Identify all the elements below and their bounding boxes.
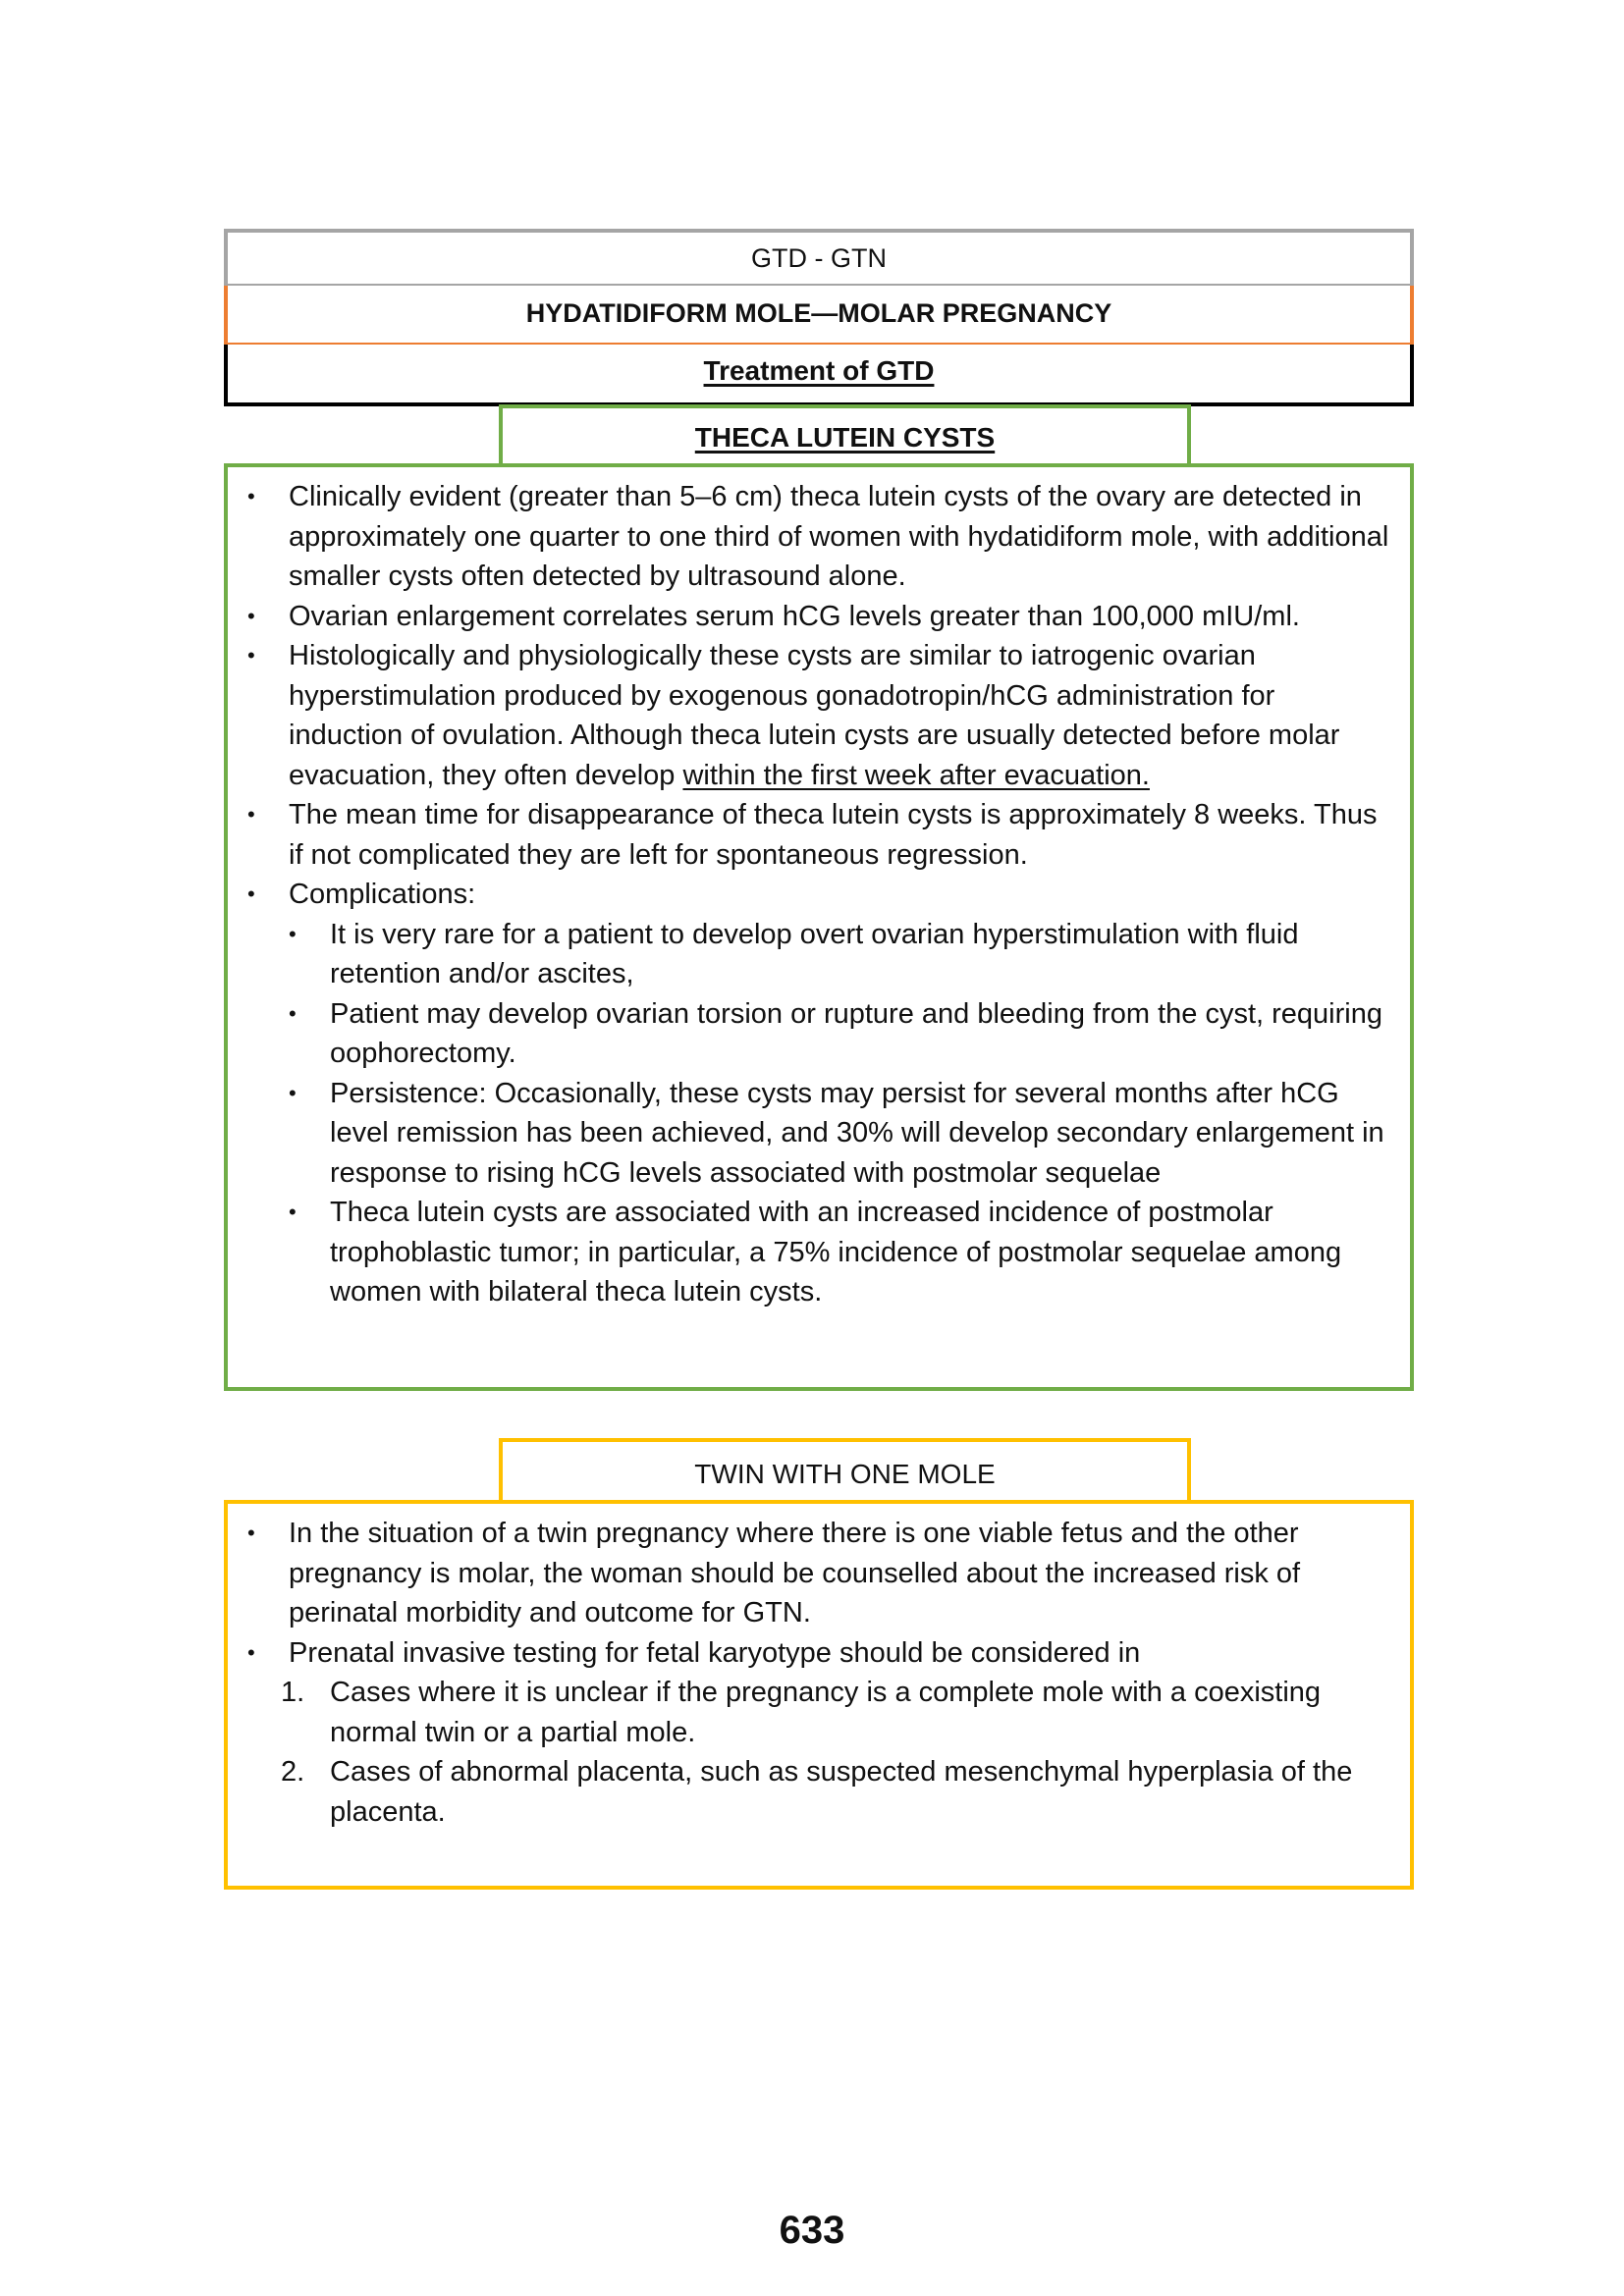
theca-lutein-box	[224, 463, 1414, 1391]
topic-title: GTD - GTN	[751, 243, 887, 273]
twin-subheader	[499, 1438, 1191, 1501]
bullet-icon	[289, 915, 330, 955]
bullet-icon	[289, 1193, 330, 1233]
bullet-icon	[247, 636, 289, 676]
item-number: 2.	[281, 1756, 305, 1788]
page-number: 633	[779, 2209, 845, 2252]
list-item: • Ovarian enlargement correlates serum hCG levels greater than 100,000 mIU/ml.	[247, 597, 1390, 637]
item-number: 1.	[281, 1677, 305, 1708]
bullet-icon	[247, 875, 289, 915]
bullet-icon	[247, 795, 289, 835]
section-header	[224, 345, 1414, 406]
list-item: • Histologically and physiologically these cysts are similar to iatrogenic ovarian hyperstimulation produced by exogenous gonadotropin/hCG administration for induction of ovulation. Although theca lutein cysts are usually detected before molar evacuation, they often develop within the first week after evacuation.	[247, 636, 1390, 795]
underlined-emphasis: within the first week after evacuation.	[682, 759, 1150, 791]
theca-lutein-subheader	[499, 404, 1191, 465]
bullet-icon	[247, 477, 289, 517]
theca-lutein-title: THECA LUTEIN CYSTS	[694, 422, 996, 453]
twin-box	[224, 1500, 1414, 1890]
chapter-header	[224, 286, 1414, 347]
list-item: • The mean time for disappearance of theca lutein cysts is approximately 8 weeks. Thus if not complicated they are left for spontaneous regression.	[247, 795, 1390, 875]
numbered-item: 2. Cases of abnormal placenta, such as suspected mesenchymal hyperplasia of the placenta.	[289, 1752, 1390, 1832]
list-item: • In the situation of a twin pregnancy where there is one viable fetus and the other pregnancy is molar, the woman should be counselled about the increased risk of perinatal morbidity and outcome for GTN.	[247, 1514, 1390, 1633]
twin-title: TWIN WITH ONE MOLE	[694, 1459, 996, 1489]
list-item: • Persistence: Occasionally, these cysts may persist for several months after hCG level remission has been achieved, and 30% will develop secondary enlargement in response to rising hCG levels associated with postmolar sequelae	[289, 1074, 1390, 1194]
bullet-icon	[247, 1514, 289, 1554]
list-item: • Prenatal invasive testing for fetal karyotype should be considered in	[247, 1633, 1390, 1674]
theca-lutein-list	[247, 477, 1390, 915]
bullet-icon	[289, 994, 330, 1035]
bullet-icon	[289, 1074, 330, 1114]
complications-list	[289, 915, 1390, 1312]
bullet-icon	[247, 597, 289, 637]
list-item: • It is very rare for a patient to develop overt ovarian hyperstimulation with fluid retention and/or ascites,	[289, 915, 1390, 994]
list-item: • Clinically evident (greater than 5–6 cm) theca lutein cysts of the ovary are detected in approximately one quarter to one third of women with hydatidiform mole, with additional smaller cysts often detected by ultrasound alone.	[247, 477, 1390, 597]
twin-list	[247, 1514, 1390, 1673]
list-item: • Patient may develop ovarian torsion or rupture and bleeding from the cyst, requiring oophorectomy.	[289, 994, 1390, 1074]
list-item: • Theca lutein cysts are associated with an increased incidence of postmolar trophoblastic tumor; in particular, a 75% incidence of postmolar sequelae among women with bilateral theca lutein cysts.	[289, 1193, 1390, 1312]
chapter-title: HYDATIDIFORM MOLE—MOLAR PREGNANCY	[525, 298, 1112, 328]
topic-header	[224, 229, 1414, 288]
numbered-item: 1. Cases where it is unclear if the pregnancy is a complete mole with a coexisting normal twin or a partial mole.	[289, 1673, 1390, 1752]
list-item-complications: • Complications:	[247, 875, 1390, 915]
section-title: Treatment of GTD	[703, 355, 935, 386]
bullet-icon	[247, 1633, 289, 1674]
cases-list	[281, 1673, 1390, 1832]
